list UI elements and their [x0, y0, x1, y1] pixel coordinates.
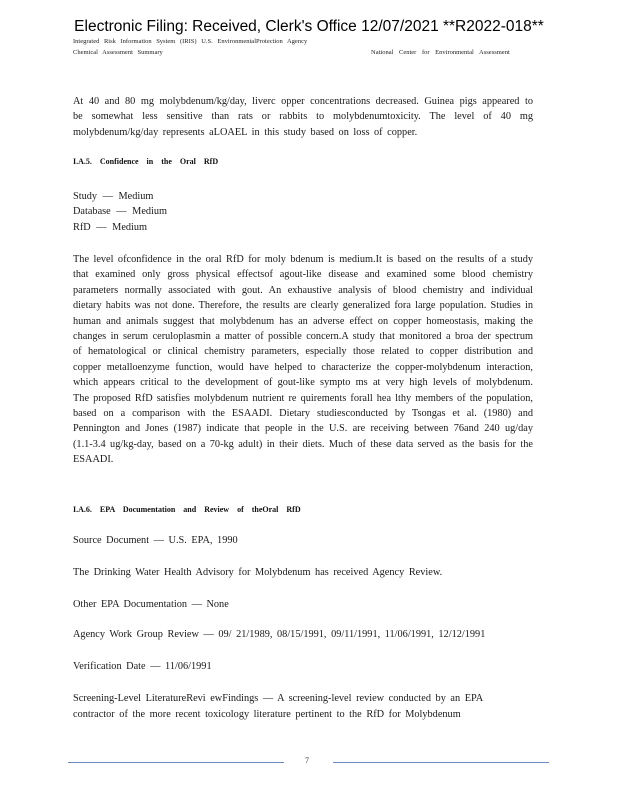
drinking-water-review: The Drinking Water Health Advisory for Molybdenum has received Agency Review. — [73, 567, 443, 578]
confidence-list — [73, 189, 533, 235]
filing-stamp: Electronic Filing: Received, Clerk's Office 12/07/2021 **R2022-018** — [74, 18, 544, 35]
footer-rule-right — [333, 762, 549, 763]
other-epa-documentation: Other EPA Documentation — None — [73, 599, 229, 610]
source-document: Source Document — U.S. EPA, 1990 — [73, 535, 238, 546]
agency-work-group-review: Agency Work Group Review — 09/ 21/1989, 08/15/1991, 09/11/1991, 11/06/1991, 12/12/1991 — [73, 629, 486, 640]
section-heading-ia6: I.A.6. EPA Documentation and Review of theOral RfD — [73, 505, 301, 514]
intro-paragraph: At 40 and 80 mg molybdenum/kg/day, liverc opper concentrations decreased. Guinea pigs appeared to be somewhat less sensitive than rats or rabbits to molybdenumtoxicity. The level of 40 mg molybdenum/kg/day represents aLOAEL in this study based on loss of copper. — [73, 96, 533, 138]
confidence-paragraph: The level ofconfidence in the oral RfD for moly bdenum is medium.It is based on the results of a study that examined only gross physical effectsof agout-like disease and examined some blood chemistry parameters normally associated with gout. An exhaustive analysis of blood chemistry and individual dietary habits was not done. Therefore, the results are clearly generalized fora large population. Studies in human and animals suggest that molybdenum has an adverse effect on copper homeostasis, making the changes in serum ceruloplasmin a matter of possible concern.A study that monitored a broa der spectrum of hematological or clinical chemistry parameters, especially those related to copper distribution and copper metalloenzyme function, would have helped to characterize the copper-molybdenum interaction, which appears critical to the development of gout-like sympto ms at very high levels of molybdenum. The proposed RfD satisfies molybdenum nutrient re quirements forall hea lthy members of the population, based on a comparison with the ESAADI. Dietary studiesconducted by Tsongas et al. (1980) and Pennington and Jones (1987) indicate that people in the U.S. are receiving between 76and 240 ug/day (1.1-3.4 ug/kg-day, based on a 70-kg adult) in their diets. Much of these data served as the basis for the ESAADI. — [73, 254, 533, 466]
header-line-1: Integrated Risk Information System (IRIS) U.S. EnvironmentalProtection Agency — [73, 38, 308, 45]
page-number: 7 — [305, 756, 309, 765]
confidence-database: Database — Medium — [73, 206, 168, 218]
header-line-2-right: National Center for Environmental Assessment — [371, 49, 510, 56]
confidence-study: Study — Medium — [73, 191, 154, 202]
footer-rule-left — [68, 762, 284, 763]
header-line-2-left: Chemical Assessment Summary — [73, 49, 163, 56]
screening-findings-line-1: Screening-Level LiteratureRevi ewFindings — A screening-level review conducted by an EPA — [73, 693, 484, 704]
verification-date: Verification Date — 11/06/1991 — [73, 661, 212, 672]
screening-findings-line-2: contractor of the more recent toxicology literature pertinent to the RfD for Molybdenum — [73, 709, 461, 720]
section-heading-ia5: I.A.5. Confidence in the Oral RfD — [73, 157, 219, 166]
confidence-rfd: RfD — Medium — [73, 221, 148, 233]
